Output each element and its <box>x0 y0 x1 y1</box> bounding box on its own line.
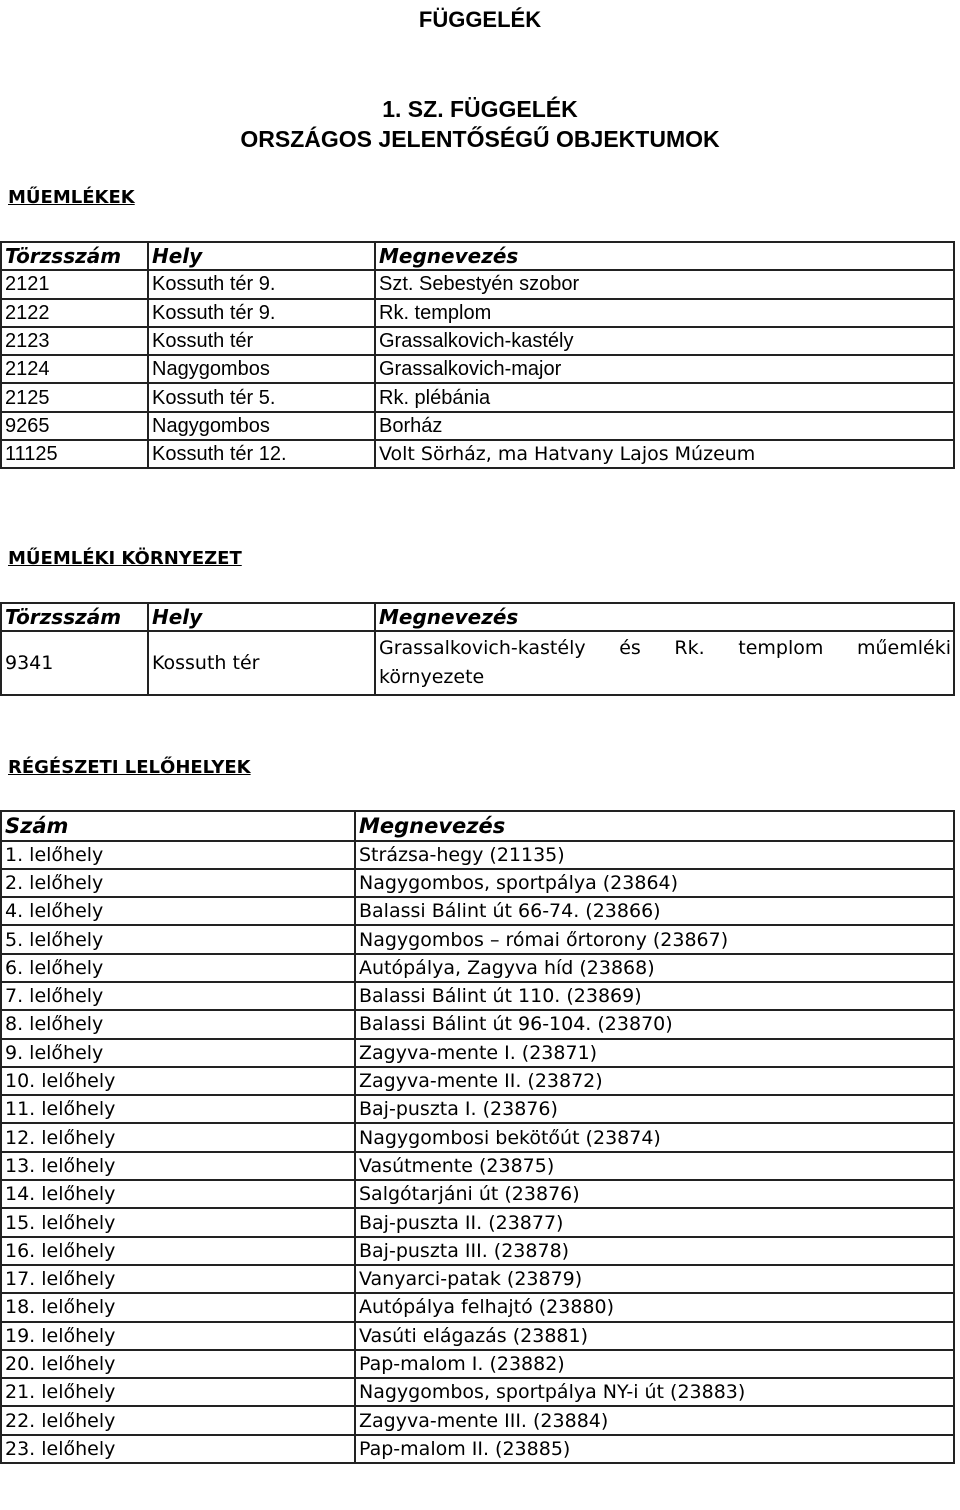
table-row <box>1 1208 954 1236</box>
table-row <box>1 1350 954 1378</box>
table-header-row <box>1 242 954 270</box>
cell-megnevezes: Borház <box>375 412 954 440</box>
column-header-megnevezes: Megnevezés <box>355 811 954 841</box>
cell-szam: 18. lelőhely <box>1 1293 355 1321</box>
muemlekek-table <box>0 241 955 469</box>
table-row <box>1 412 954 440</box>
cell-hely: Kossuth tér <box>148 631 375 695</box>
cell-megnevezes: Salgótarjáni út (23876) <box>355 1180 954 1208</box>
table-row <box>1 1152 954 1180</box>
cell-megnevezes: Balassi Bálint út 110. (23869) <box>355 982 954 1010</box>
table-row <box>1 869 954 897</box>
cell-szam: 20. lelőhely <box>1 1350 355 1378</box>
cell-szam: 17. lelőhely <box>1 1265 355 1293</box>
cell-megnevezes: Grassalkovich-kastély <box>375 327 954 355</box>
cell-megnevezes: Baj-puszta III. (23878) <box>355 1237 954 1265</box>
table-row <box>1 1435 954 1463</box>
cell-torzsszam: 2124 <box>1 355 148 383</box>
table-row <box>1 631 954 695</box>
table-header-row <box>1 811 954 841</box>
cell-szam: 14. lelőhely <box>1 1180 355 1208</box>
table-row <box>1 327 954 355</box>
cell-hely: Kossuth tér 9. <box>148 270 375 298</box>
table-row <box>1 1265 954 1293</box>
cell-megnevezes: Nagygombos, sportpálya (23864) <box>355 869 954 897</box>
column-header-hely: Hely <box>148 242 375 270</box>
cell-megnevezes: Balassi Bálint út 66-74. (23866) <box>355 897 954 925</box>
cell-megnevezes: Zagyva-mente III. (23884) <box>355 1406 954 1434</box>
table-row <box>1 897 954 925</box>
column-header-torzsszam: Törzsszám <box>1 603 148 631</box>
table-row <box>1 982 954 1010</box>
cell-megnevezes: Pap-malom II. (23885) <box>355 1435 954 1463</box>
table-row <box>1 1406 954 1434</box>
table-row <box>1 1095 954 1123</box>
cell-szam: 19. lelőhely <box>1 1322 355 1350</box>
cell-megnevezes: Pap-malom I. (23882) <box>355 1350 954 1378</box>
cell-hely: Nagygombos <box>148 355 375 383</box>
table-row <box>1 1180 954 1208</box>
table-row <box>1 841 954 869</box>
cell-megnevezes: Nagygombos – római őrtorony (23867) <box>355 925 954 953</box>
cell-megnevezes: Baj-puszta II. (23877) <box>355 1208 954 1236</box>
cell-megnevezes: Nagygombosi bekötőút (23874) <box>355 1123 954 1151</box>
column-header-hely: Hely <box>148 603 375 631</box>
table-row <box>1 954 954 982</box>
cell-megnevezes: Autópálya, Zagyva híd (23868) <box>355 954 954 982</box>
cell-megnevezes: Volt Sörház, ma Hatvany Lajos Múzeum <box>375 440 954 468</box>
section-heading-muemleki-kornyezet: MŰEMLÉKI KÖRNYEZET <box>8 548 242 569</box>
appendix-subtitle: ORSZÁGOS JELENTŐSÉGŰ OBJEKTUMOK <box>240 126 720 152</box>
cell-szam: 10. lelőhely <box>1 1067 355 1095</box>
cell-szam: 23. lelőhely <box>1 1435 355 1463</box>
cell-megnevezes: Grassalkovich-major <box>375 355 954 383</box>
cell-megnevezes: Zagyva-mente I. (23871) <box>355 1039 954 1067</box>
cell-megnevezes: Autópálya felhajtó (23880) <box>355 1293 954 1321</box>
cell-szam: 13. lelőhely <box>1 1152 355 1180</box>
table-row <box>1 1322 954 1350</box>
cell-torzsszam: 2122 <box>1 299 148 327</box>
cell-megnevezes: Vanyarci-patak (23879) <box>355 1265 954 1293</box>
table-row <box>1 299 954 327</box>
cell-megnevezes: Balassi Bálint út 96-104. (23870) <box>355 1010 954 1038</box>
cell-hely: Kossuth tér <box>148 327 375 355</box>
column-header-megnevezes: Megnevezés <box>375 603 954 631</box>
cell-megnevezes: Rk. plébánia <box>375 383 954 411</box>
cell-torzsszam: 11125 <box>1 440 148 468</box>
cell-szam: 2. lelőhely <box>1 869 355 897</box>
cell-megnevezes: Zagyva-mente II. (23872) <box>355 1067 954 1095</box>
cell-szam: 22. lelőhely <box>1 1406 355 1434</box>
cell-hely: Kossuth tér 12. <box>148 440 375 468</box>
cell-torzsszam: 2121 <box>1 270 148 298</box>
cell-szam: 4. lelőhely <box>1 897 355 925</box>
cell-torzsszam: 2123 <box>1 327 148 355</box>
table-row <box>1 1378 954 1406</box>
table-row <box>1 440 954 468</box>
table-row <box>1 1067 954 1095</box>
table-row <box>1 1293 954 1321</box>
section-heading-regeszeti-lelohelyek: RÉGÉSZETI LELŐHELYEK <box>8 757 251 778</box>
table-header-row <box>1 603 954 631</box>
cell-megnevezes: Szt. Sebestyén szobor <box>375 270 954 298</box>
table-row <box>1 1039 954 1067</box>
appendix-heading <box>0 94 960 154</box>
muemleki-kornyezet-table <box>0 602 955 696</box>
appendix-number: 1. SZ. FÜGGELÉK <box>382 96 578 122</box>
cell-hely: Kossuth tér 5. <box>148 383 375 411</box>
cell-megnevezes: Vasúti elágazás (23881) <box>355 1322 954 1350</box>
column-header-szam: Szám <box>1 811 355 841</box>
column-header-megnevezes: Megnevezés <box>375 242 954 270</box>
table-row <box>1 925 954 953</box>
table-row <box>1 355 954 383</box>
cell-szam: 1. lelőhely <box>1 841 355 869</box>
cell-szam: 8. lelőhely <box>1 1010 355 1038</box>
cell-szam: 6. lelőhely <box>1 954 355 982</box>
cell-szam: 5. lelőhely <box>1 925 355 953</box>
cell-szam: 15. lelőhely <box>1 1208 355 1236</box>
table-row <box>1 383 954 411</box>
cell-szam: 7. lelőhely <box>1 982 355 1010</box>
page-title: FÜGGELÉK <box>418 7 542 32</box>
cell-torzsszam: 2125 <box>1 383 148 411</box>
cell-torzsszam: 9341 <box>1 631 148 695</box>
cell-megnevezes: Baj-puszta I. (23876) <box>355 1095 954 1123</box>
cell-megnevezes: Vasútmente (23875) <box>355 1152 954 1180</box>
cell-megnevezes: Nagygombos, sportpálya NY-i út (23883) <box>355 1378 954 1406</box>
table-row <box>1 1123 954 1151</box>
cell-szam: 21. lelőhely <box>1 1378 355 1406</box>
table-row <box>1 1237 954 1265</box>
section-heading-muemlekek: MŰEMLÉKEK <box>8 187 135 208</box>
cell-szam: 11. lelőhely <box>1 1095 355 1123</box>
cell-szam: 12. lelőhely <box>1 1123 355 1151</box>
table-row <box>1 270 954 298</box>
cell-hely: Kossuth tér 9. <box>148 299 375 327</box>
regeszeti-lelohelyek-table <box>0 810 955 1464</box>
table-row <box>1 1010 954 1038</box>
cell-megnevezes: Rk. templom <box>375 299 954 327</box>
cell-megnevezes: Grassalkovich-kastély és Rk. templom műemléki környezete <box>375 631 954 695</box>
cell-torzsszam: 9265 <box>1 412 148 440</box>
cell-megnevezes: Strázsa-hegy (21135) <box>355 841 954 869</box>
column-header-torzsszam: Törzsszám <box>1 242 148 270</box>
cell-szam: 16. lelőhely <box>1 1237 355 1265</box>
cell-hely: Nagygombos <box>148 412 375 440</box>
cell-szam: 9. lelőhely <box>1 1039 355 1067</box>
